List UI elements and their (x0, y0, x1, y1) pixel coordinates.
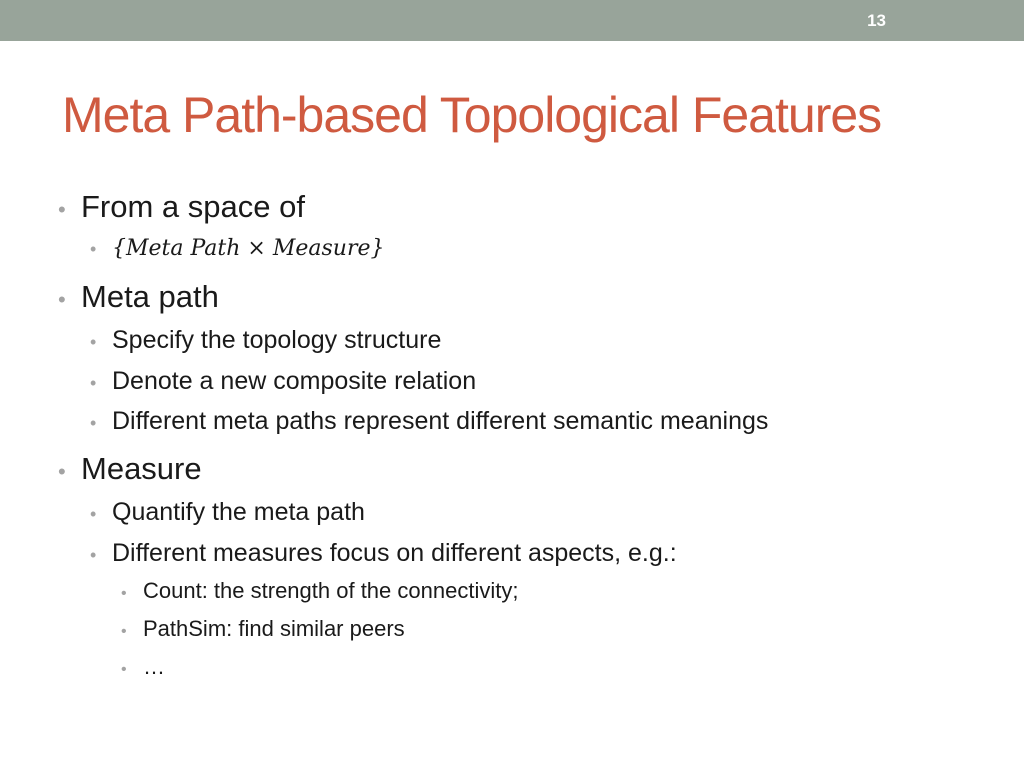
bullet-text: Count: the strength of the connectivity; (143, 578, 519, 603)
bullet-text: Specify the topology structure (112, 326, 442, 354)
bullet-text: PathSim: find similar peers (143, 616, 405, 641)
bullet-measure (58, 451, 202, 487)
bullet-text: … (143, 654, 165, 679)
formula-text: {Meta Path × Measure} (112, 236, 385, 261)
bullet-ellipsis (121, 654, 165, 680)
slide-title: Meta Path-based Topological Features (62, 87, 882, 143)
bullet-quantify (90, 498, 365, 527)
bullet-dot: • (121, 585, 127, 602)
bullet-dot: • (121, 661, 127, 678)
bullet-dot: • (58, 197, 66, 222)
bullet-from-space (58, 189, 305, 225)
bullet-meta-path (58, 279, 219, 315)
bullet-dot: • (90, 332, 97, 352)
bullet-text: Denote a new composite relation (112, 367, 477, 395)
bullet-dot: • (121, 623, 127, 640)
bullet-count (121, 578, 518, 604)
bullet-dot: • (90, 373, 97, 393)
bullet-semantic-meanings (90, 407, 768, 436)
bullet-topology-structure (90, 326, 441, 355)
bullet-text: Measure (81, 451, 202, 486)
top-bar (0, 0, 1024, 41)
bullet-text: Quantify the meta path (112, 498, 365, 526)
bullet-text: Meta path (81, 279, 219, 314)
bullet-meta-path-measure-formula (90, 236, 385, 261)
bullet-text: Different meta paths represent different semantic meanings (112, 407, 769, 435)
bullet-dot: • (90, 504, 97, 524)
bullet-text: Different measures focus on different aspects, e.g.: (112, 539, 677, 567)
bullet-dot: • (90, 239, 97, 259)
bullet-different-measures (90, 539, 677, 568)
bullet-dot: • (58, 459, 66, 484)
bullet-pathsim (121, 616, 405, 642)
bullet-dot: • (90, 545, 97, 565)
bullet-dot: • (90, 413, 97, 433)
slide-number: 13 (867, 11, 886, 30)
bullet-text: From a space of (81, 189, 305, 224)
bullet-composite-relation (90, 367, 476, 396)
bullet-dot: • (58, 287, 66, 312)
